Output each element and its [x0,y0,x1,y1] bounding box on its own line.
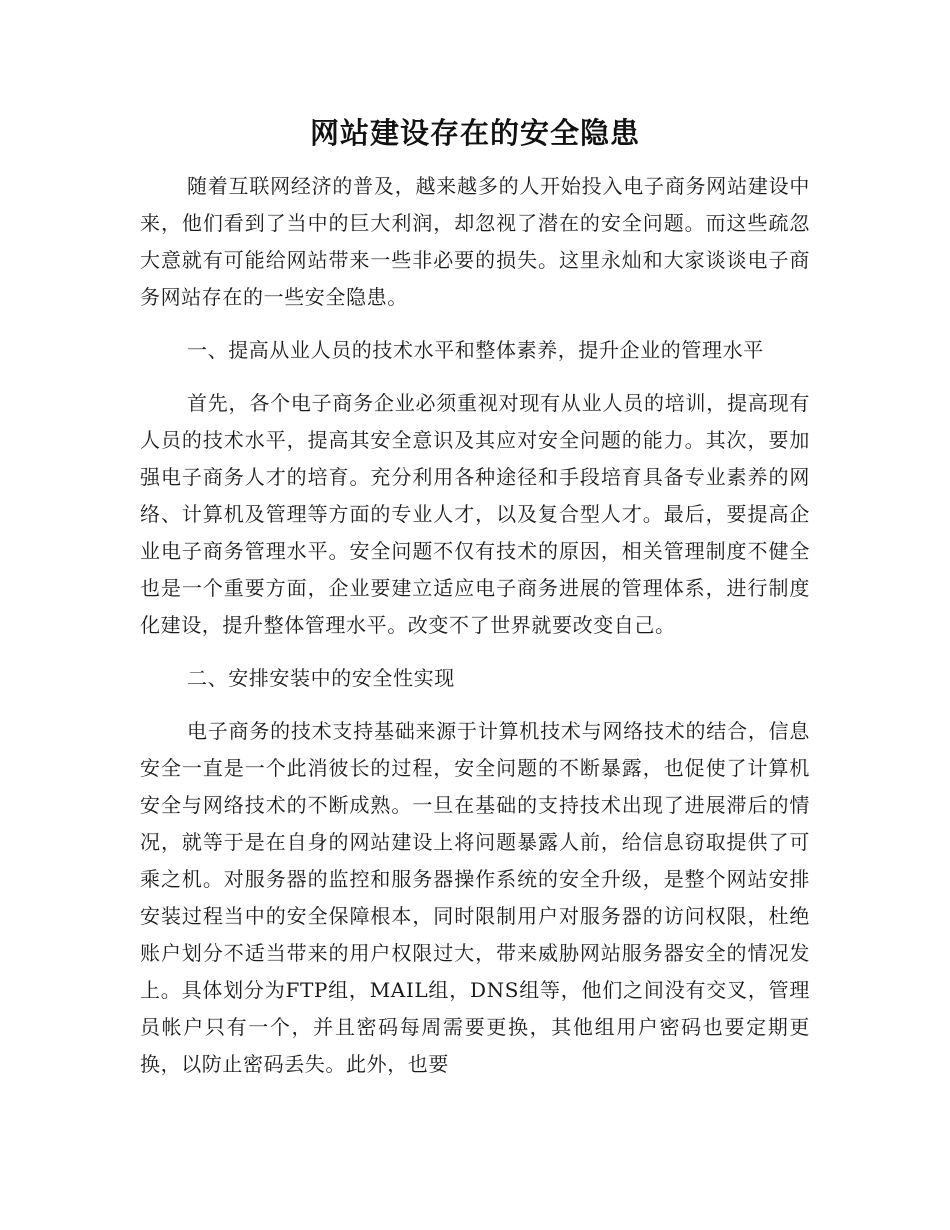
spacer [140,697,810,713]
section-heading-1: 一、提高从业人员的技术水平和整体素养，提升企业的管理水平 [187,338,764,362]
spacer [140,316,810,332]
intro-paragraph: 随着互联网经济的普及，越来越多的人开始投入电子商务网站建设中来，他们看到了当中的巨大利润，却忽视了潜在的安全问题。而这些疏忽大意就有可能给网站带来一些非必要的损失。这里永灿和大家谈谈电子商务网站存在的一些安全隐患。 [140,174,810,309]
spacer [140,644,810,660]
section-2-paragraph: 电子商务的技术支持基础来源于计算机技术与网络技术的结合，信息安全一直是一个此消彼长的过程，安全问题的不断暴露，也促使了计算机安全与网络技术的不断成熟。一旦在基础的支持技术出现了进展滞后的情况，就等于是在自身的网站建设上将问题暴露人前，给信息窃取提供了可乘之机。对服务器的监控和服务器操作系统的安全升级，是整个网站安排安装过程当中的安全保障根本，同时限制用户对服务器的访问权限，杜绝账户划分不适当带来的用户权限过大，带来威胁网站服务器安全的情况发上。具体划分为FTP组，MAIL组，DNS组等，他们之间没有交叉，管理员帐户只有一个，并且密码每周需要更换，其他组用户密码也要定期更换，以防止密码丢失。此外，也要 [140,719,810,1076]
section-heading-2: 二、安排安装中的安全性实现 [187,666,455,690]
spacer [140,369,810,385]
section-1-paragraph: 首先，各个电子商务企业必须重视对现有从业人员的培训，提高现有人员的技术水平，提高其安全意识及其应对安全问题的能力。其次，要加强电子商务人才的培育。充分利用各种途径和手段培育具备专业素养的网络、计算机及管理等方面的专业人才，以及复合型人才。最后，要提高企业电子商务管理水平。安全问题不仅有技术的原因，相关管理制度不健全也是一个重要方面，企业要建立适应电子商务进展的管理体系，进行制度化建设，提升整体管理水平。改变不了世界就要改变自己。 [140,391,810,637]
document-body [140,110,810,1083]
spacer [140,156,810,168]
document-title: 网站建设存在的安全隐患 [309,116,640,150]
